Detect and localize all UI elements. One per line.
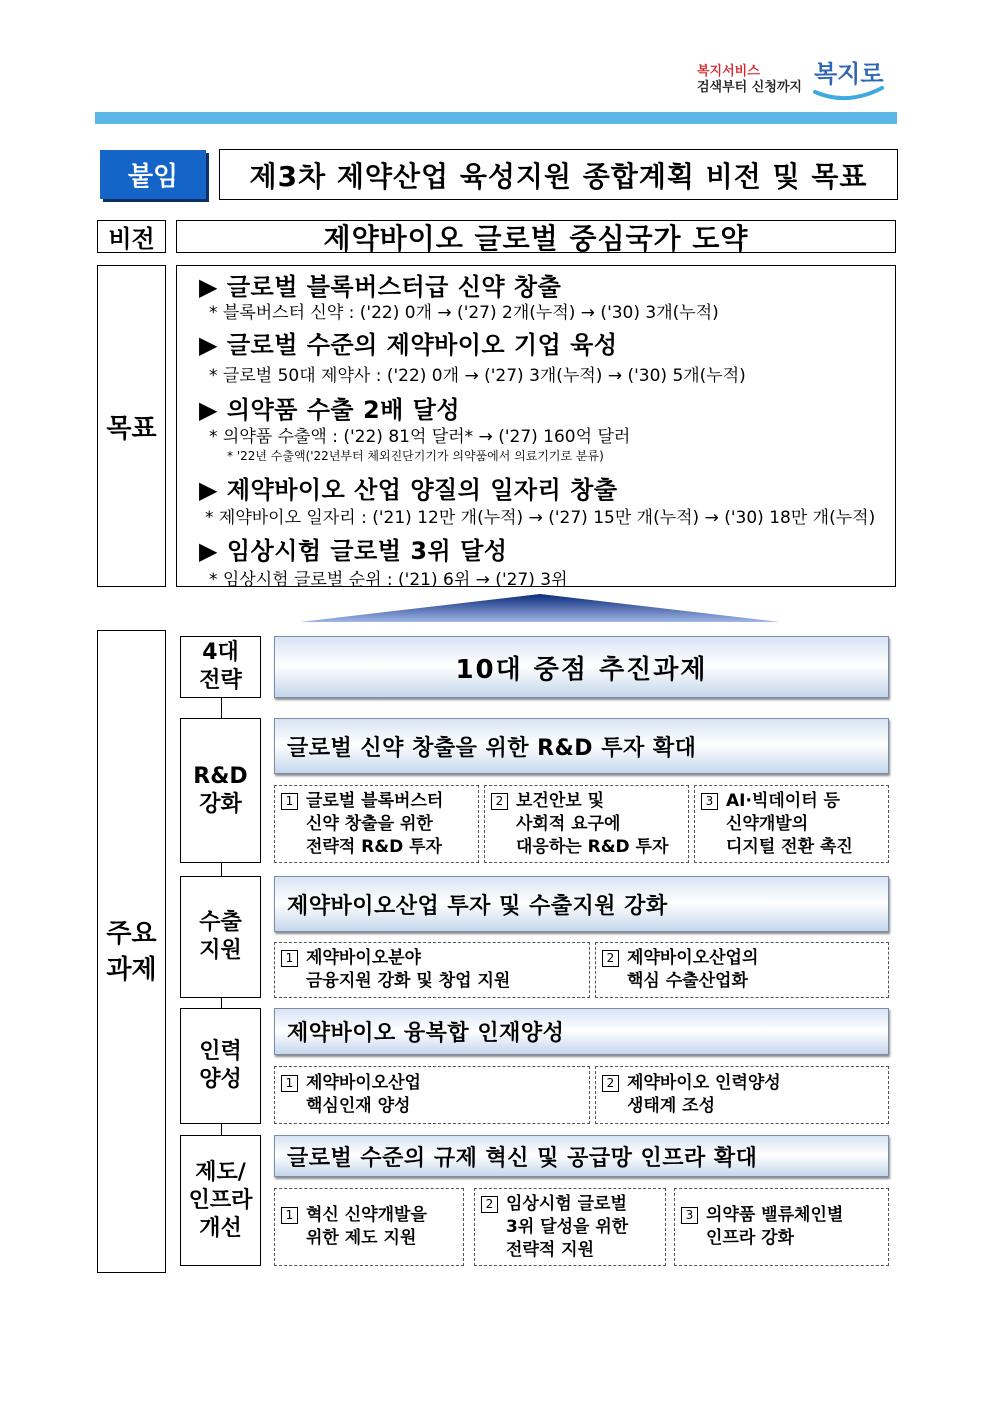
task-item: 3 의약품 밸류체인별 인프라 강화 bbox=[674, 1188, 889, 1266]
goal-note-1: * 블록버스터 신약 : ('22) 0개 → ('27) 2개(누적) → ('30) 3개(누적) bbox=[209, 303, 719, 323]
goal-note-3: * 의약품 수출액 : ('22) 81억 달러* → ('27) 160억 달러 bbox=[209, 427, 631, 447]
goal-heading-4: ▶ 제약바이오 산업 양질의 일자리 창출 bbox=[199, 476, 618, 504]
task-item: 2 보건안보 및 사회적 요구에 대응하는 R&D 투자 bbox=[484, 785, 689, 863]
goal-heading-5: ▶ 임상시험 글로벌 3위 달성 bbox=[199, 537, 508, 565]
main-tasks-label: 주요 과제 bbox=[97, 630, 166, 1273]
task-item: 1 제약바이오분야 금융지원 강화 및 창업 지원 bbox=[274, 942, 590, 998]
strategy-infra-label: 제도/ 인프라 개선 bbox=[180, 1135, 261, 1266]
strategy-talent-label: 인력 양성 bbox=[180, 1008, 261, 1124]
bullet-icon: ▶ bbox=[199, 273, 218, 301]
bullet-icon: ▶ bbox=[199, 331, 218, 359]
bullet-icon: ▶ bbox=[199, 476, 218, 504]
bokjiro-logo-mark-icon bbox=[812, 52, 892, 108]
strategy-header-label: 4대 전략 bbox=[180, 636, 261, 698]
goals-box bbox=[176, 265, 896, 590]
vision-statement: 제약바이오 글로벌 중심국가 도약 bbox=[176, 220, 896, 253]
attachment-badge: 붙임 bbox=[100, 150, 206, 199]
strategy-infra-banner: 글로벌 수준의 규제 혁신 및 공급망 인프라 확대 bbox=[274, 1135, 889, 1177]
goals-label: 목표 bbox=[97, 265, 166, 587]
logo-brand-text: 복지로 bbox=[814, 60, 884, 88]
strategy-rnd-banner: 글로벌 신약 창출을 위한 R&D 투자 확대 bbox=[274, 718, 889, 774]
task-item: 3 AI·빅데이터 등 신약개발의 디지털 전환 촉진 bbox=[694, 785, 889, 863]
logo-tagline-line1: 복지서비스 bbox=[697, 64, 760, 79]
strategy-rnd-label: R&D 강화 bbox=[180, 718, 261, 863]
bokjiro-logo bbox=[697, 52, 897, 108]
page-title: 제3차 제약산업 육성지원 종합계획 비전 및 목표 bbox=[219, 149, 898, 200]
task-item: 1 글로벌 블록버스터 신약 창출을 위한 전략적 R&D 투자 bbox=[274, 785, 479, 863]
strategy-talent-banner: 제약바이오 융복합 인재양성 bbox=[274, 1008, 889, 1055]
goal-note-4: * 제약바이오 일자리 : ('21) 12만 개(누적) → ('27) 15만 개(누적) → ('30) 18만 개(누적) bbox=[205, 508, 876, 528]
goal-heading-1: ▶ 글로벌 블록버스터급 신약 창출 bbox=[199, 273, 562, 301]
header-divider-bar bbox=[95, 112, 897, 124]
task-item: 1 혁신 신약개발을 위한 제도 지원 bbox=[274, 1188, 464, 1266]
task-item: 1 제약바이오산업 핵심인재 양성 bbox=[274, 1066, 590, 1124]
up-arrow-icon bbox=[300, 592, 780, 624]
logo-tagline-line2: 검색부터 신청까지 bbox=[697, 80, 802, 95]
goal-heading-3: ▶ 의약품 수출 2배 달성 bbox=[199, 396, 461, 424]
goal-heading-2: ▶ 글로벌 수준의 제약바이오 기업 육성 bbox=[199, 331, 618, 359]
vision-label: 비전 bbox=[97, 220, 166, 253]
logo-tagline bbox=[697, 64, 802, 96]
strategy-export-banner: 제약바이오산업 투자 및 수출지원 강화 bbox=[274, 876, 889, 932]
bullet-icon: ▶ bbox=[199, 396, 218, 424]
task-item: 2 제약바이오 인력양성 생태계 조성 bbox=[595, 1066, 889, 1124]
task-item: 2 임상시험 글로벌 3위 달성을 위한 전략적 지원 bbox=[474, 1188, 666, 1266]
goal-footnote-3: * '22년 수출액('22년부터 체외진단기기가 의약품에서 의료기기로 분류) bbox=[227, 449, 604, 463]
bullet-icon: ▶ bbox=[199, 537, 218, 565]
goal-note-5: * 임상시험 글로벌 순위 : ('21) 6위 → ('27) 3위 bbox=[209, 570, 568, 590]
strategy-export-label: 수출 지원 bbox=[180, 876, 261, 998]
key-tasks-header: 10대 중점 추진과제 bbox=[274, 636, 889, 698]
task-item: 2 제약바이오산업의 핵심 수출산업화 bbox=[595, 942, 889, 998]
goal-note-2: * 글로벌 50대 제약사 : ('22) 0개 → ('27) 3개(누적) → ('30) 5개(누적) bbox=[209, 366, 746, 386]
